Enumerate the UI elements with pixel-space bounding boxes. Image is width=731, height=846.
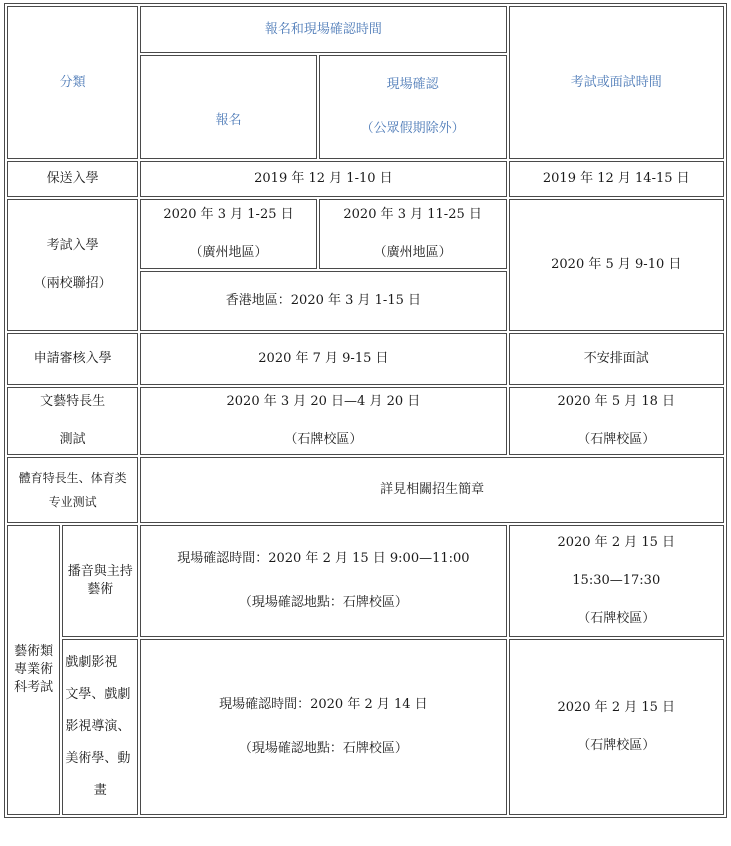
header-row-1 bbox=[7, 6, 724, 53]
recommend-exam-time: 2019 年 12 月 14-15 日 bbox=[542, 171, 690, 186]
broadcast-confirm-place: （現場確認地點：石牌校區） bbox=[238, 595, 408, 610]
cell-exam-entry-category bbox=[7, 199, 138, 331]
sports-special-details: 詳見相關招生簡章 bbox=[380, 482, 485, 497]
cell-exam-entry-hk bbox=[140, 271, 506, 331]
cell-exam-entry-exam bbox=[509, 199, 724, 331]
arts-special-category-2: 測試 bbox=[59, 432, 86, 447]
cell-review-exam bbox=[509, 333, 724, 385]
broadcast-exam-date: 2020 年 2 月 15 日 bbox=[557, 535, 676, 550]
drama-name-4: 美術學、動 bbox=[65, 751, 131, 766]
recommend-category: 保送入學 bbox=[46, 171, 99, 186]
row-exam-entry-a bbox=[7, 199, 724, 269]
cell-review-reg bbox=[140, 333, 506, 385]
row-recommend bbox=[7, 161, 724, 197]
exam-entry-hk-time: 香港地區：2020 年 3 月 1-15 日 bbox=[225, 293, 422, 308]
header-reg-confirm-cell bbox=[140, 6, 506, 53]
exam-entry-confirm-area: （廣州地區） bbox=[373, 245, 452, 260]
review-category: 申請審核入學 bbox=[33, 351, 112, 366]
cell-drama-confirm bbox=[140, 639, 506, 815]
sports-special-category-2: 专业测试 bbox=[48, 495, 97, 509]
drama-name-5: 畫 bbox=[93, 783, 107, 798]
cell-review-category bbox=[7, 333, 138, 385]
arts-special-reg-time: 2020 年 3 月 20 日—4 月 20 日 bbox=[226, 394, 421, 409]
recommend-reg-time: 2019 年 12 月 1-10 日 bbox=[254, 171, 393, 186]
admission-schedule-table bbox=[4, 3, 727, 818]
cell-sports-special-category bbox=[7, 457, 138, 523]
broadcast-confirm-time: 現場確認時間：2020 年 2 月 15 日 9:00—11:00 bbox=[177, 551, 470, 566]
header-category-cell bbox=[7, 6, 138, 159]
drama-name-3: 影視導演、 bbox=[65, 719, 131, 734]
header-onsite-confirm: 現場確認 bbox=[386, 77, 439, 92]
row-arts-special bbox=[7, 387, 724, 455]
arts-special-reg-place: （石牌校區） bbox=[284, 432, 363, 447]
cell-arts-special-reg bbox=[140, 387, 506, 455]
exam-entry-confirm-time: 2020 年 3 月 11-25 日 bbox=[343, 207, 482, 222]
row-arts-pro-drama bbox=[7, 639, 724, 815]
arts-special-exam-place: （石牌校區） bbox=[577, 432, 656, 447]
cell-recommend-reg bbox=[140, 161, 506, 197]
drama-confirm-time: 現場確認時間：2020 年 2 月 14 日 bbox=[219, 697, 428, 712]
cell-broadcast-name bbox=[62, 525, 138, 637]
sports-special-category-1: 體育特長生、体育类 bbox=[18, 471, 127, 485]
header-registration: 報名 bbox=[215, 113, 242, 128]
cell-recommend-category bbox=[7, 161, 138, 197]
header-registration-cell bbox=[140, 55, 316, 159]
header-exam-time-cell bbox=[509, 6, 724, 159]
header-reg-confirm-time: 報名和現場確認時間 bbox=[264, 21, 382, 37]
cell-arts-pro-category bbox=[7, 525, 60, 815]
cell-exam-entry-reg bbox=[140, 199, 316, 269]
header-category: 分類 bbox=[59, 74, 86, 90]
exam-entry-category-1: 考試入學 bbox=[46, 238, 99, 253]
cell-drama-name bbox=[62, 639, 138, 815]
arts-special-category-1: 文藝特長生 bbox=[40, 394, 106, 409]
cell-arts-special-category bbox=[7, 387, 138, 455]
row-arts-pro-broadcast bbox=[7, 525, 724, 637]
row-review bbox=[7, 333, 724, 385]
review-exam-time: 不安排面試 bbox=[583, 351, 649, 366]
row-sports-special bbox=[7, 457, 724, 523]
header-onsite-cell bbox=[319, 55, 507, 159]
cell-sports-special-details bbox=[140, 457, 724, 523]
arts-pro-category: 藝術類專業術科考試 bbox=[14, 644, 54, 695]
exam-entry-category-2: （兩校聯招） bbox=[33, 276, 112, 291]
drama-name-2: 文學、戲劇 bbox=[65, 687, 131, 702]
broadcast-exam-hours: 15:30—17:30 bbox=[572, 573, 661, 588]
broadcast-exam-place: （石牌校區） bbox=[577, 611, 656, 626]
exam-entry-reg-area: （廣州地區） bbox=[189, 245, 268, 260]
cell-broadcast-exam bbox=[509, 525, 724, 637]
broadcast-name: 播音與主持藝術 bbox=[67, 564, 133, 597]
header-exam-time: 考試或面試時間 bbox=[570, 74, 662, 90]
cell-broadcast-confirm bbox=[140, 525, 506, 637]
drama-name-1: 戲劇影視 bbox=[65, 655, 118, 670]
exam-entry-exam-time: 2020 年 5 月 9-10 日 bbox=[551, 257, 682, 272]
drama-exam-date: 2020 年 2 月 15 日 bbox=[557, 700, 676, 715]
exam-entry-reg-time: 2020 年 3 月 1-25 日 bbox=[163, 207, 294, 222]
cell-drama-exam bbox=[509, 639, 724, 815]
cell-exam-entry-confirm bbox=[319, 199, 507, 269]
cell-arts-special-exam bbox=[509, 387, 724, 455]
review-reg-time: 2020 年 7 月 9-15 日 bbox=[258, 351, 389, 366]
drama-exam-place: （石牌校區） bbox=[577, 738, 656, 753]
drama-confirm-place: （現場確認地點：石牌校區） bbox=[238, 741, 408, 756]
cell-recommend-exam bbox=[509, 161, 724, 197]
header-holiday-note: （公眾假期除外） bbox=[360, 121, 465, 136]
arts-special-exam-time: 2020 年 5 月 18 日 bbox=[557, 394, 676, 409]
